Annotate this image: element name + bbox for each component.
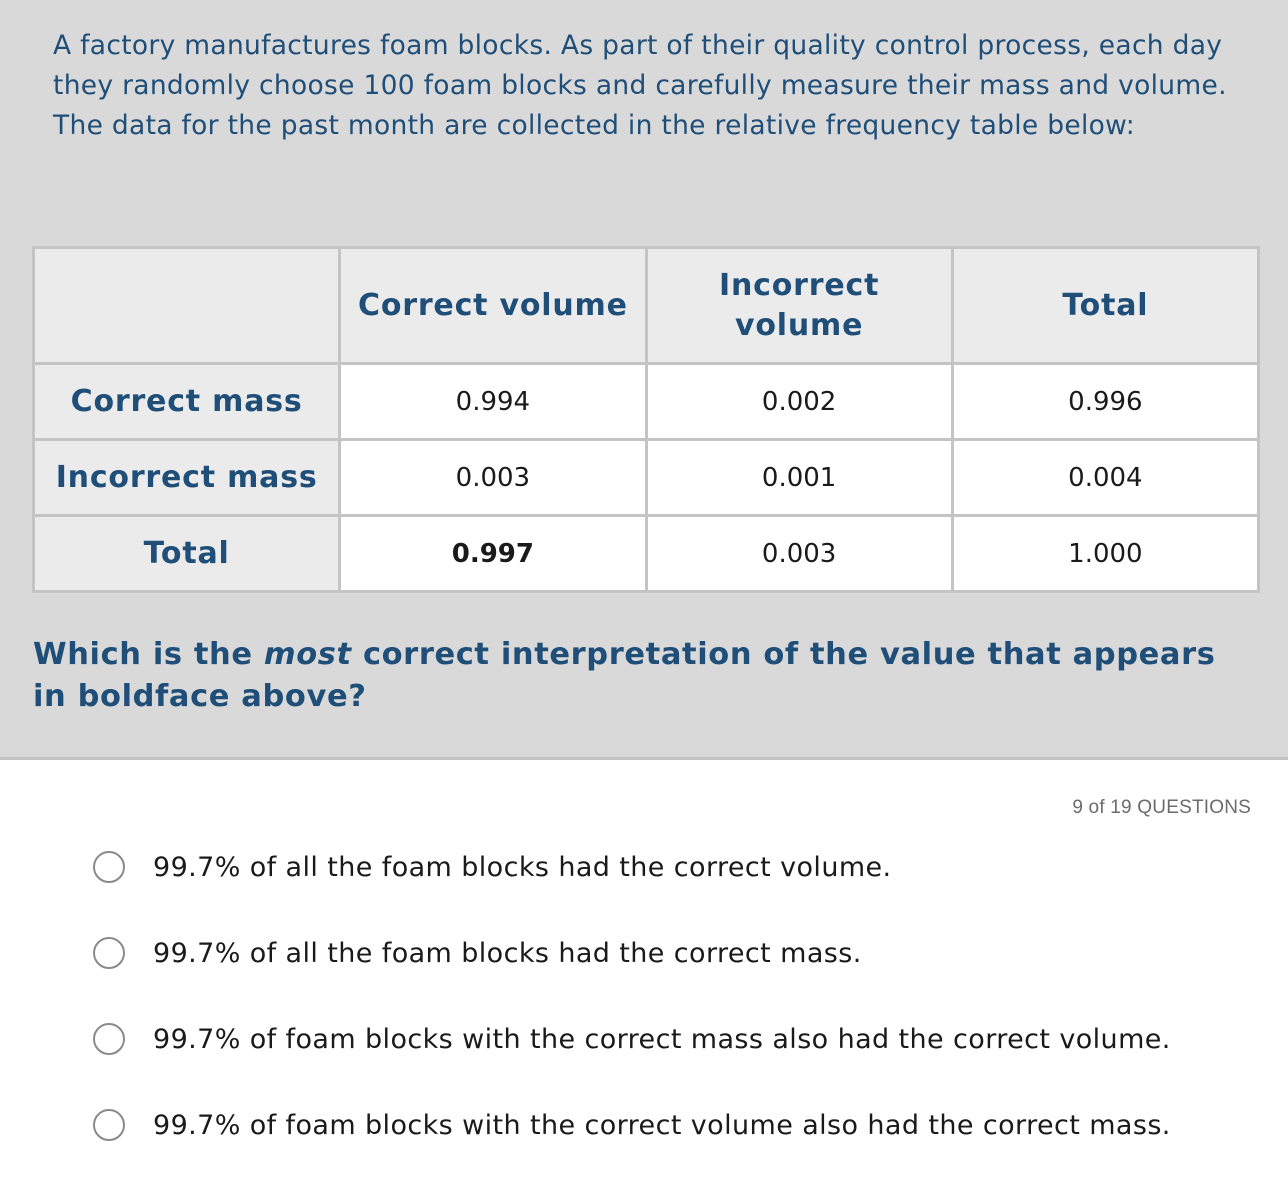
row-header-incorrect-mass: Incorrect mass [34,440,340,516]
table-cell: 0.003 [646,516,952,592]
radio-button[interactable] [93,851,125,883]
table-row-incorrect-mass [34,440,1259,516]
column-header-incorrect-volume: Incorrect volume [646,248,952,364]
answer-options [93,848,1263,1192]
boldface-value-cell: 0.997 [340,516,646,592]
table-cell: 0.994 [340,364,646,440]
radio-button[interactable] [93,1109,125,1141]
table-cell: 0.002 [646,364,952,440]
answer-option[interactable] [93,1106,1263,1192]
radio-button[interactable] [93,1023,125,1055]
column-header-correct-volume: Correct volume [340,248,646,364]
table-cell: 0.003 [340,440,646,516]
answer-option[interactable] [93,848,1263,934]
table-cell: 0.001 [646,440,952,516]
table-cell: 0.004 [952,440,1258,516]
table-cell: 0.996 [952,364,1258,440]
row-header-total: Total [34,516,340,592]
answer-option-label: 99.7% of all the foam blocks had the correct mass. [153,938,862,969]
answer-option-label: 99.7% of foam blocks with the correct mass also had the correct volume. [153,1024,1171,1055]
radio-button[interactable] [93,937,125,969]
table-cell: 1.000 [952,516,1258,592]
question-prompt [33,634,1258,718]
answer-option-label: 99.7% of all the foam blocks had the correct volume. [153,852,892,883]
question-prompt-start: Which is the [33,637,264,672]
table-row-correct-mass [34,364,1259,440]
row-header-correct-mass: Correct mass [34,364,340,440]
question-prompt-emphasis: most [263,637,352,672]
answer-option-label: 99.7% of foam blocks with the correct volume also had the correct mass. [153,1110,1171,1141]
question-intro-text: A factory manufactures foam blocks. As part of their quality control process, each day they randomly choose 100 foam blocks and carefully measure their mass and volume. The data for the past month are collected in the relative frequency table below: [53,30,1227,141]
column-header-total: Total [952,248,1258,364]
table-row-total [34,516,1259,592]
answer-option[interactable] [93,1020,1263,1106]
table-corner-cell [34,248,340,364]
relative-frequency-table [32,246,1260,593]
table-header-row [34,248,1259,364]
question-prompt-end: correct interpretation of the value that appears in boldface above? [33,637,1216,714]
answer-option[interactable] [93,934,1263,1020]
question-counter: 9 of 19 QUESTIONS [1072,797,1251,818]
